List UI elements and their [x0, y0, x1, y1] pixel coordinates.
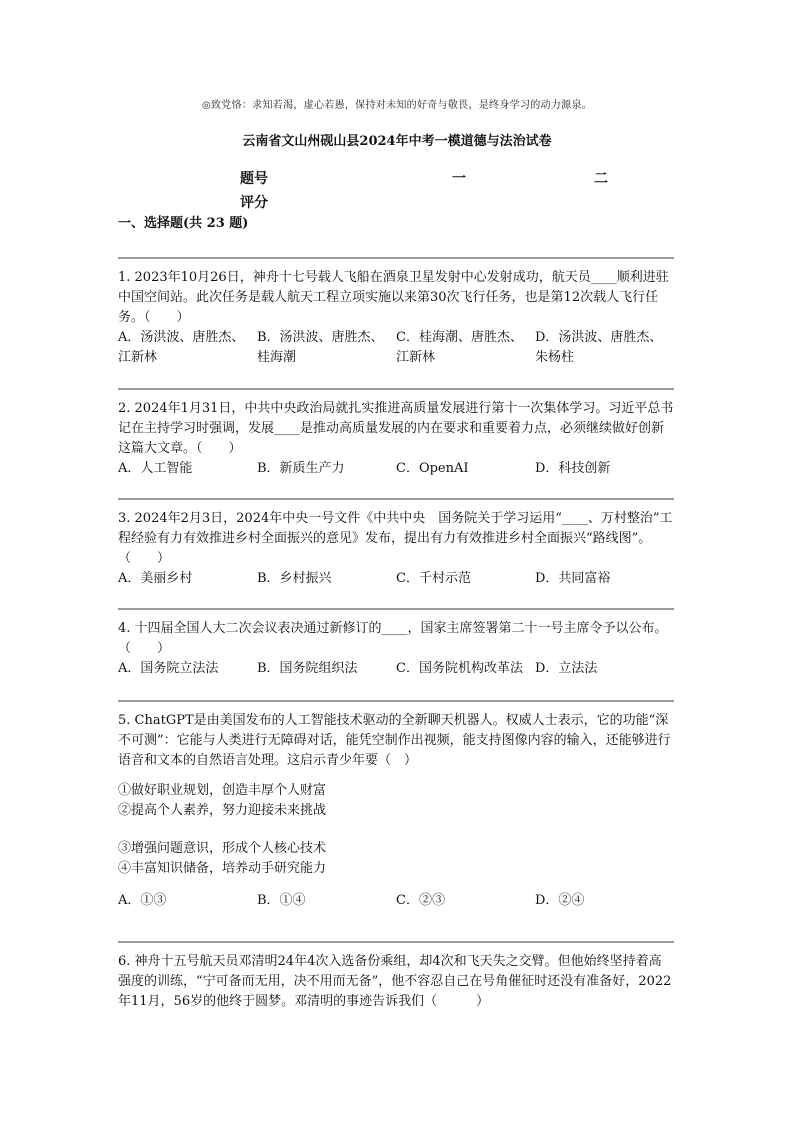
question-6	[118, 941, 674, 1012]
option-d[interactable]: D．②④	[535, 893, 585, 908]
option-c[interactable]: C．桂海潮、唐胜杰、江新林	[396, 330, 523, 365]
question-5	[118, 700, 674, 911]
question-text: 2. 2024年1月31日，中共中央政治局就扎实推进高质量发展进行第十一次集体学习。习近平总书记在主持学习时强调，发展____是推动高质量发展的内在要求和重要着力点，必须继续做好创新这篇大文章。（ ）	[118, 401, 674, 456]
question-1	[118, 257, 674, 368]
option-b[interactable]: B．①④	[257, 893, 306, 908]
option-b[interactable]: B．汤洪波、唐胜杰、桂海潮	[257, 330, 384, 365]
options	[118, 459, 674, 479]
question-4	[118, 608, 674, 679]
option-c[interactable]: C．②③	[396, 893, 445, 908]
exam-title: 云南省文山州砚山县2024年中考一模道德与法治试卷	[242, 134, 552, 149]
statement-2: ②提高个人素养，努力迎接未来挑战	[118, 803, 327, 818]
score-row-score	[240, 192, 620, 216]
question-text: 4. 十四届全国人大二次会议表决通过新修订的____，国家主席签署第二十一号主席令予以公布。（ ）	[118, 621, 668, 656]
option-b[interactable]: B．新质生产力	[257, 461, 345, 476]
option-d[interactable]: D．共同富裕	[535, 571, 611, 586]
option-c[interactable]: C．千村示范	[396, 571, 471, 586]
statement-3: ③增强问题意识，形成个人核心技术	[118, 841, 327, 856]
question-text: 5. ChatGPT是由美国发布的人工智能技术驱动的全新聊天机器人。权威人士表示，它的功能“深不可测”：它能与人类进行无障碍对话，能凭空制作出视频，能支持图像内容的输入，还能够进行语音和文本的自然语言处理。这启示青少年要（ ）	[118, 713, 671, 768]
score-table	[240, 168, 620, 216]
question-text: 1. 2023年10月26日，神舟十七号载人飞船在酒泉卫星发射中心发射成功，航天员____顺利进驻中国空间站。此次任务是载人航天工程立项实施以来第30次飞行任务，也是第12次载人飞行任务。（ ）	[118, 270, 669, 325]
question-text: 3. 2024年2月3日，2024年中央一号文件《中共中央 国务院关于学习运用“____、万村整治”工程经验有力有效推进乡村全面振兴的意见》发布，提出有力有效推进乡村全面振兴“路线图”。（ ）	[118, 511, 673, 566]
question-2	[118, 388, 674, 479]
option-d[interactable]: D．科技创新	[535, 461, 611, 476]
question-text: 6. 神舟十五号航天员邓清明24年4次入选备份乘组，却4次和飞天失之交臂。但他始终坚持着高强度的训练，“宁可备而无用，决不用而无备”，他不容忍自己在号角催征时还没有准备好，2022年11月，56岁的他终于圆梦。邓清明的事迹告诉我们（ ）	[118, 954, 672, 1009]
option-b[interactable]: B．乡村振兴	[257, 571, 332, 586]
options	[118, 659, 674, 679]
option-a[interactable]: A．汤洪波、唐胜杰、江新林	[118, 330, 245, 365]
options	[118, 891, 674, 911]
statement-4: ④丰富知识储备，培养动手研究能力	[118, 861, 327, 876]
options	[118, 328, 674, 368]
question-3	[118, 498, 674, 589]
header-motto: ◎致党恪：求知若渴，虚心若愚，保持对未知的好奇与敬畏，是终身学习的动力源泉。	[201, 100, 593, 111]
option-c[interactable]: C．OpenAI	[396, 461, 469, 476]
score-row-header	[240, 168, 620, 192]
option-b[interactable]: B．国务院组织法	[257, 661, 358, 676]
options	[118, 569, 674, 589]
option-a[interactable]: A．美丽乡村	[118, 571, 193, 586]
score-label-question-number: 题号	[240, 171, 268, 187]
option-c[interactable]: C．国务院机构改革法	[396, 661, 523, 676]
option-d[interactable]: D．立法法	[535, 661, 598, 676]
score-label-score: 评分	[240, 195, 268, 211]
statements	[118, 781, 674, 879]
statement-1: ①做好职业规划，创造丰厚个人财富	[118, 783, 327, 798]
option-a[interactable]: A．人工智能	[118, 461, 193, 476]
option-a[interactable]: A．①③	[118, 893, 167, 908]
option-a[interactable]: A．国务院立法法	[118, 661, 219, 676]
score-col-1: 一	[452, 171, 466, 187]
score-col-2: 二	[594, 171, 608, 187]
section-title: 一、选择题(共 23 题)	[118, 216, 249, 231]
option-d[interactable]: D．汤洪波、唐胜杰、朱杨柱	[535, 330, 663, 365]
